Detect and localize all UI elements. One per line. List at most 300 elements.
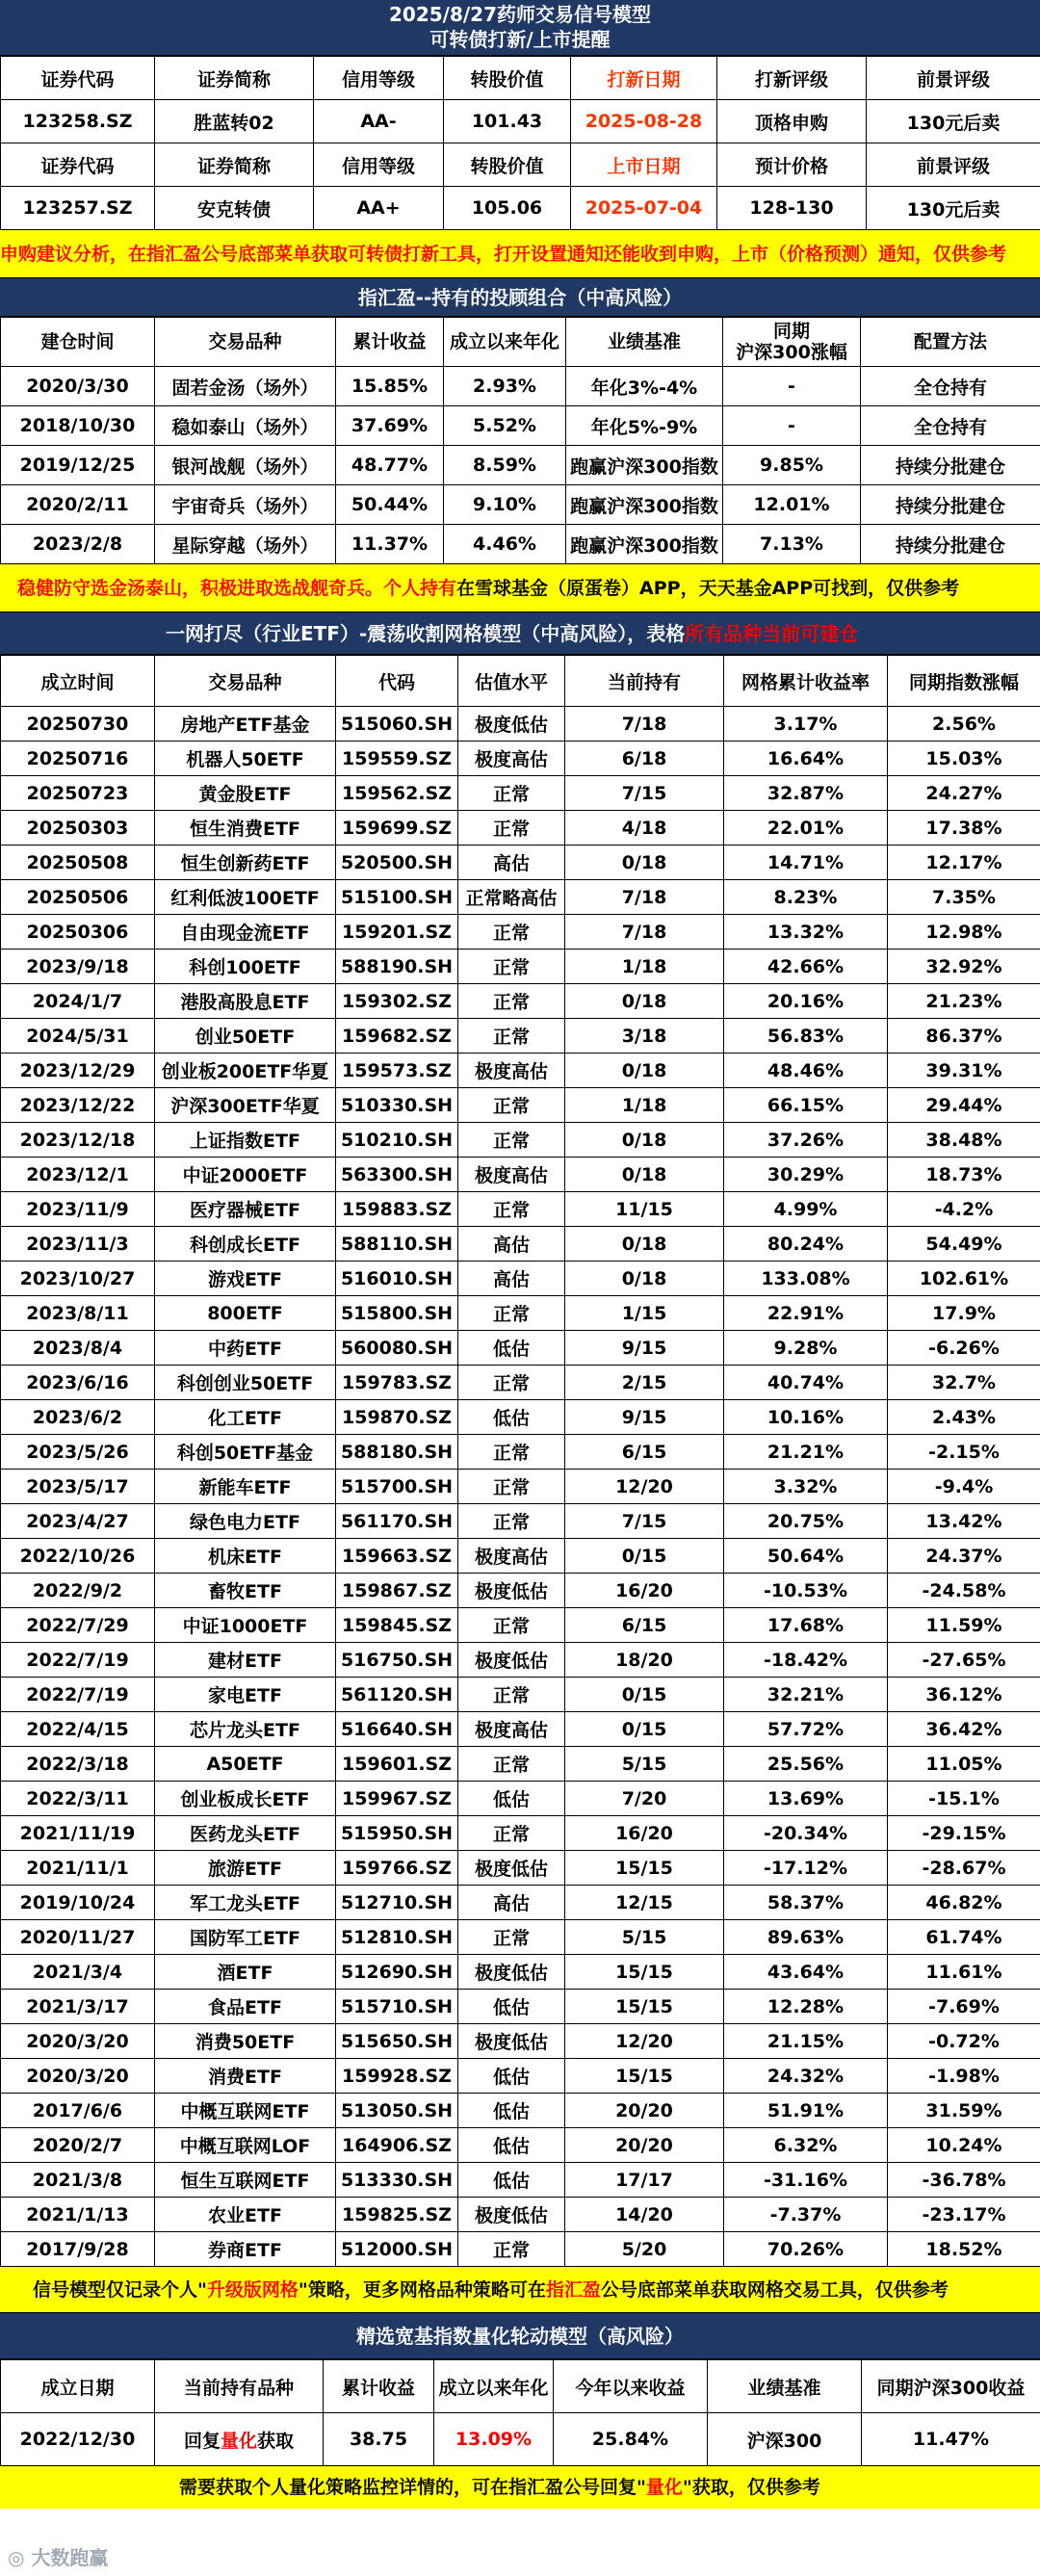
grid-cell: 5/15 — [565, 1920, 724, 1955]
grid-header-cell: 交易品种 — [155, 656, 336, 707]
bond-cell: 105.06 — [444, 187, 571, 230]
grid-row — [1, 1435, 1040, 1470]
grid-cell: 创业板200ETF华夏 — [155, 1054, 336, 1088]
portfolio-cell: 2018/10/30 — [1, 406, 155, 446]
grid-cell: 正常 — [458, 1296, 565, 1331]
grid-cell: 极度低估 — [458, 2024, 565, 2059]
grid-row — [1, 1296, 1040, 1331]
quant-header-cell: 成立以来年化 — [434, 2360, 554, 2413]
grid-cell: 2023/6/2 — [1, 1400, 155, 1435]
grid-cell: 22.01% — [724, 811, 888, 846]
grid-cell: 2022/4/15 — [1, 1712, 155, 1747]
grid-cell: 畜牧ETF — [155, 1574, 336, 1608]
quant-ytd: 25.84% — [554, 2413, 708, 2466]
portfolio-note-text: 在雪球基金（原蛋卷）APP，天天基金APP可找到，仅供参考 — [456, 578, 960, 599]
quant-header-row — [1, 2360, 1040, 2413]
grid-row — [1, 1539, 1040, 1574]
grid-cell: 消费50ETF — [155, 2024, 336, 2059]
quant-note — [0, 2466, 1040, 2509]
grid-row — [1, 1262, 1040, 1296]
grid-row — [1, 1158, 1040, 1192]
bond-cell: 证券代码 — [1, 57, 155, 100]
grid-cell: 54.49% — [888, 1227, 1040, 1262]
bond-cell: 顶格申购 — [717, 100, 867, 143]
grid-cell: -7.37% — [724, 2198, 888, 2232]
grid-row — [1, 1400, 1040, 1435]
grid-cell: 港股高股息ETF — [155, 984, 336, 1019]
grid-title — [0, 612, 1040, 655]
grid-cell: 机器人50ETF — [155, 742, 336, 776]
grid-cell: 510210.SH — [336, 1123, 458, 1158]
grid-cell: 2022/3/18 — [1, 1747, 155, 1782]
grid-cell: 17/17 — [565, 2163, 724, 2198]
grid-cell: 16/20 — [565, 1816, 724, 1851]
grid-cell: 极度低估 — [458, 1955, 565, 1990]
grid-cell: 38.48% — [888, 1123, 1040, 1158]
grid-cell: 2/15 — [565, 1366, 724, 1400]
portfolio-cell: 跑赢沪深300指数 — [566, 446, 723, 485]
grid-cell: 4/18 — [565, 811, 724, 846]
grid-cell: 2.56% — [888, 707, 1040, 742]
grid-cell: 0/15 — [565, 1539, 724, 1574]
grid-cell: 正常略高估 — [458, 880, 565, 915]
grid-table — [0, 655, 1040, 2267]
grid-cell: 正常 — [458, 1088, 565, 1123]
grid-cell: 13.32% — [724, 915, 888, 950]
quant-data-row — [1, 2413, 1040, 2466]
grid-cell: 50.64% — [724, 1539, 888, 1574]
grid-cell: 高估 — [458, 1227, 565, 1262]
grid-cell: 86.37% — [888, 1019, 1040, 1054]
grid-cell: 1/18 — [565, 1088, 724, 1123]
grid-cell: 20.16% — [724, 984, 888, 1019]
grid-cell: 低估 — [458, 1331, 565, 1366]
grid-row — [1, 811, 1040, 846]
portfolio-row — [1, 485, 1040, 525]
grid-cell: 极度高估 — [458, 1158, 565, 1192]
grid-cell: 创业板成长ETF — [155, 1782, 336, 1816]
grid-cell: 512810.SH — [336, 1920, 458, 1955]
grid-cell: 2023/5/26 — [1, 1435, 155, 1470]
grid-cell: 515100.SH — [336, 880, 458, 915]
grid-row — [1, 2128, 1040, 2163]
portfolio-header-cell: 建仓时间 — [1, 318, 155, 367]
grid-cell: 102.61% — [888, 1262, 1040, 1296]
grid-cell: 36.12% — [888, 1678, 1040, 1712]
bond-cell: AA+ — [314, 187, 444, 230]
portfolio-cell: 全仓持有 — [861, 367, 1040, 406]
portfolio-cell: 固若金汤（场外） — [155, 367, 336, 406]
grid-cell: 1/18 — [565, 950, 724, 984]
grid-cell: 军工龙头ETF — [155, 1886, 336, 1920]
grid-cell: 10.24% — [888, 2128, 1040, 2163]
grid-cell: 建材ETF — [155, 1643, 336, 1678]
grid-cell: 正常 — [458, 1747, 565, 1782]
grid-cell: 18.73% — [888, 1158, 1040, 1192]
portfolio-table — [0, 317, 1040, 564]
grid-cell: 7.35% — [888, 880, 1040, 915]
grid-cell: 2022/9/2 — [1, 1574, 155, 1608]
grid-cell: 游戏ETF — [155, 1262, 336, 1296]
grid-cell: 20250730 — [1, 707, 155, 742]
grid-header-row — [1, 656, 1040, 707]
grid-cell: 800ETF — [155, 1296, 336, 1331]
portfolio-cell: 星际穿越（场外） — [155, 525, 336, 564]
grid-note-d: 指汇盈 — [545, 2279, 601, 2301]
grid-cell: 588180.SH — [336, 1435, 458, 1470]
grid-cell: 恒生创新药ETF — [155, 846, 336, 880]
grid-header-cell: 同期指数涨幅 — [888, 656, 1040, 707]
grid-cell: 11.61% — [888, 1955, 1040, 1990]
grid-cell: -1.98% — [888, 2059, 1040, 2094]
grid-cell: 24.37% — [888, 1539, 1040, 1574]
grid-cell: 10.16% — [724, 1400, 888, 1435]
grid-cell: 20250506 — [1, 880, 155, 915]
grid-row — [1, 1088, 1040, 1123]
bond-cell: 2025-08-28 — [571, 100, 717, 143]
portfolio-note — [0, 564, 1040, 612]
grid-cell: 绿色电力ETF — [155, 1504, 336, 1539]
grid-cell: 159601.SZ — [336, 1747, 458, 1782]
grid-cell: 酒ETF — [155, 1955, 336, 1990]
grid-cell: 9/15 — [565, 1331, 724, 1366]
grid-cell: 159699.SZ — [336, 811, 458, 846]
portfolio-cell: 8.59% — [444, 446, 566, 485]
grid-cell: 159766.SZ — [336, 1851, 458, 1886]
grid-cell: 32.87% — [724, 776, 888, 811]
grid-cell: 低估 — [458, 1782, 565, 1816]
grid-cell: 正常 — [458, 915, 565, 950]
grid-cell: 0/18 — [565, 846, 724, 880]
grid-cell: -10.53% — [724, 1574, 888, 1608]
grid-row — [1, 707, 1040, 742]
grid-cell: 2023/12/29 — [1, 1054, 155, 1088]
portfolio-cell: 年化3%-4% — [566, 367, 723, 406]
grid-cell: 13.42% — [888, 1504, 1040, 1539]
grid-cell: 5/15 — [565, 1747, 724, 1782]
grid-cell: 516010.SH — [336, 1262, 458, 1296]
grid-row — [1, 2198, 1040, 2232]
grid-cell: 2023/12/1 — [1, 1158, 155, 1192]
grid-cell: 正常 — [458, 1504, 565, 1539]
grid-cell: 12/15 — [565, 1886, 724, 1920]
grid-cell: 159573.SZ — [336, 1054, 458, 1088]
quant-holding-a: 回复 — [183, 2430, 221, 2452]
grid-cell: 2021/11/1 — [1, 1851, 155, 1886]
grid-cell: 15/15 — [565, 1990, 724, 2024]
grid-row — [1, 1747, 1040, 1782]
grid-cell: 14.71% — [724, 846, 888, 880]
grid-cell: 2022/7/29 — [1, 1608, 155, 1643]
grid-cell: 14/20 — [565, 2198, 724, 2232]
grid-cell: 极度高估 — [458, 1539, 565, 1574]
grid-cell: 低估 — [458, 2059, 565, 2094]
grid-cell: 极度低估 — [458, 707, 565, 742]
grid-cell: 2023/11/3 — [1, 1227, 155, 1262]
grid-cell: -27.65% — [888, 1643, 1040, 1678]
quant-holding-b: 量化 — [220, 2430, 257, 2452]
bond-cell: 前景评级 — [867, 57, 1040, 100]
grid-cell: 自由现金流ETF — [155, 915, 336, 950]
grid-cell: 6/18 — [565, 742, 724, 776]
grid-row — [1, 1331, 1040, 1366]
grid-cell: 上证指数ETF — [155, 1123, 336, 1158]
grid-header-cell: 估值水平 — [458, 656, 565, 707]
grid-cell: -23.17% — [888, 2198, 1040, 2232]
grid-note — [0, 2267, 1040, 2313]
grid-cell: 2023/8/4 — [1, 1331, 155, 1366]
grid-cell: 极度低估 — [458, 1851, 565, 1886]
grid-row — [1, 1886, 1040, 1920]
portfolio-header-cell: 交易品种 — [155, 318, 336, 367]
grid-cell: 沪深300ETF华夏 — [155, 1088, 336, 1123]
grid-cell: -15.1% — [888, 1782, 1040, 1816]
grid-cell: 极度高估 — [458, 1054, 565, 1088]
grid-cell: 正常 — [458, 1123, 565, 1158]
grid-cell: 2017/6/6 — [1, 2094, 155, 2128]
grid-cell: 515710.SH — [336, 1990, 458, 2024]
portfolio-header-cell: 同期 沪深300涨幅 — [723, 318, 861, 367]
grid-row — [1, 1816, 1040, 1851]
bond-cell: 安克转债 — [155, 187, 314, 230]
grid-cell: 化工ETF — [155, 1400, 336, 1435]
quant-header-cell: 同期沪深300收益 — [862, 2360, 1040, 2413]
grid-row — [1, 880, 1040, 915]
grid-row — [1, 1955, 1040, 1990]
grid-cell: -0.72% — [888, 2024, 1040, 2059]
grid-cell: 159663.SZ — [336, 1539, 458, 1574]
quant-header-cell: 业绩基准 — [708, 2360, 862, 2413]
grid-cell: 2022/7/19 — [1, 1643, 155, 1678]
grid-cell: 510330.SH — [336, 1088, 458, 1123]
bond-cell: 130元后卖 — [867, 187, 1040, 230]
grid-cell: 56.83% — [724, 1019, 888, 1054]
grid-cell: -7.69% — [888, 1990, 1040, 2024]
grid-cell: 36.42% — [888, 1712, 1040, 1747]
page-title: 2025/8/27药师交易信号模型 — [388, 3, 652, 26]
grid-row — [1, 776, 1040, 811]
grid-row — [1, 2059, 1040, 2094]
grid-cell: 2023/5/17 — [1, 1470, 155, 1504]
top-banner — [0, 0, 1040, 56]
grid-cell: A50ETF — [155, 1747, 336, 1782]
grid-cell: 40.74% — [724, 1366, 888, 1400]
grid-cell: 极度高估 — [458, 742, 565, 776]
grid-cell: 机床ETF — [155, 1539, 336, 1574]
bond-table — [0, 56, 1040, 230]
quant-header-cell: 今年以来收益 — [554, 2360, 708, 2413]
quant-note-c: "获取，仅供参考 — [682, 2477, 820, 2498]
grid-row — [1, 1227, 1040, 1262]
quant-note-a: 需要获取个人量化策略监控详情的，可在指汇盈公号回复" — [179, 2477, 646, 2498]
grid-cell: -28.67% — [888, 1851, 1040, 1886]
grid-cell: 17.38% — [888, 811, 1040, 846]
grid-cell: 13.69% — [724, 1782, 888, 1816]
grid-cell: 159870.SZ — [336, 1400, 458, 1435]
grid-cell: 12/20 — [565, 2024, 724, 2059]
quant-note-b: 量化 — [645, 2477, 683, 2498]
grid-cell: 2023/9/18 — [1, 950, 155, 984]
bond-header-row — [1, 57, 1040, 100]
portfolio-header-cell: 业绩基准 — [566, 318, 723, 367]
grid-cell: 7/18 — [565, 915, 724, 950]
quant-table — [0, 2359, 1040, 2466]
watermark — [8, 2542, 108, 2570]
portfolio-cell: 持续分批建仓 — [861, 485, 1040, 525]
grid-cell: 20250723 — [1, 776, 155, 811]
portfolio-header-row — [1, 318, 1040, 367]
bond-header-row — [1, 143, 1040, 187]
portfolio-cell: 15.85% — [336, 367, 444, 406]
grid-cell: 科创100ETF — [155, 950, 336, 984]
grid-cell: 7/15 — [565, 776, 724, 811]
grid-cell: 低估 — [458, 2094, 565, 2128]
grid-cell: 正常 — [458, 1435, 565, 1470]
portfolio-title: 指汇盈--持有的投顾组合（中高风险） — [0, 278, 1040, 317]
grid-row — [1, 1574, 1040, 1608]
grid-cell: 中概互联网LOF — [155, 2128, 336, 2163]
grid-cell: 科创创业50ETF — [155, 1366, 336, 1400]
grid-cell: 15.03% — [888, 742, 1040, 776]
grid-cell: 正常 — [458, 2232, 565, 2267]
grid-cell: 58.37% — [724, 1886, 888, 1920]
bond-cell: 123258.SZ — [1, 100, 155, 143]
watermark-logo-icon: ◎ — [8, 2546, 25, 2569]
portfolio-cell: 37.69% — [336, 406, 444, 446]
grid-cell: 2023/12/18 — [1, 1123, 155, 1158]
grid-cell: 低估 — [458, 1990, 565, 2024]
grid-row — [1, 915, 1040, 950]
grid-row — [1, 2094, 1040, 2128]
grid-cell: 159559.SZ — [336, 742, 458, 776]
grid-row — [1, 1712, 1040, 1747]
grid-cell: 513330.SH — [336, 2163, 458, 2198]
grid-cell: 515800.SH — [336, 1296, 458, 1331]
bond-cell: 101.43 — [444, 100, 571, 143]
grid-cell: 6/15 — [565, 1608, 724, 1643]
bond-data-row — [1, 187, 1040, 230]
grid-cell: 12/20 — [565, 1470, 724, 1504]
grid-cell: 旅游ETF — [155, 1851, 336, 1886]
portfolio-cell: 12.01% — [723, 485, 861, 525]
grid-cell: 2020/3/20 — [1, 2059, 155, 2094]
portfolio-cell: 9.85% — [723, 446, 861, 485]
grid-cell: 4.99% — [724, 1192, 888, 1227]
quant-header-cell: 成立日期 — [1, 2360, 155, 2413]
grid-cell: 1/15 — [565, 1296, 724, 1331]
grid-cell: 医疗器械ETF — [155, 1192, 336, 1227]
grid-cell: -6.26% — [888, 1331, 1040, 1366]
grid-cell: 7/15 — [565, 1504, 724, 1539]
portfolio-cell: 2.93% — [444, 367, 566, 406]
portfolio-header-cell: 配置方法 — [861, 318, 1040, 367]
grid-cell: 18.52% — [888, 2232, 1040, 2267]
bond-table-body — [1, 57, 1040, 230]
grid-cell: 正常 — [458, 1019, 565, 1054]
grid-row — [1, 1990, 1040, 2024]
grid-cell: 2023/10/27 — [1, 1262, 155, 1296]
grid-cell: 正常 — [458, 776, 565, 811]
grid-cell: -31.16% — [724, 2163, 888, 2198]
grid-cell: -36.78% — [888, 2163, 1040, 2198]
grid-cell: 券商ETF — [155, 2232, 336, 2267]
bond-cell: 打新评级 — [717, 57, 867, 100]
grid-cell: 16.64% — [724, 742, 888, 776]
grid-cell: 32.92% — [888, 950, 1040, 984]
grid-cell: 3.32% — [724, 1470, 888, 1504]
bond-cell: 证券简称 — [155, 57, 314, 100]
grid-cell: 588190.SH — [336, 950, 458, 984]
portfolio-cell: 4.46% — [444, 525, 566, 564]
grid-cell: 11.59% — [888, 1608, 1040, 1643]
bond-cell: 预计价格 — [717, 143, 867, 187]
page-subtitle: 可转债打新/上市提醒 — [429, 28, 611, 51]
grid-header-cell: 当前持有 — [565, 656, 724, 707]
grid-cell: 563300.SH — [336, 1158, 458, 1192]
portfolio-cell: 跑赢沪深300指数 — [566, 525, 723, 564]
grid-cell: 2021/1/13 — [1, 2198, 155, 2232]
quant-header-cell: 当前持有品种 — [155, 2360, 324, 2413]
grid-note-a: 信号模型仅记录个人" — [33, 2279, 207, 2301]
bond-cell: 证券代码 — [1, 143, 155, 187]
grid-cell: 科创成长ETF — [155, 1227, 336, 1262]
grid-cell: 正常 — [458, 950, 565, 984]
grid-cell: -17.12% — [724, 1851, 888, 1886]
portfolio-cell: 持续分批建仓 — [861, 525, 1040, 564]
portfolio-cell: 银河战舰（场外） — [155, 446, 336, 485]
grid-cell: -29.15% — [888, 1816, 1040, 1851]
grid-note-b: 升级版网格 — [206, 2279, 299, 2301]
grid-cell: 7/20 — [565, 1782, 724, 1816]
quant-title: 精选宽基指数量化轮动模型（高风险） — [0, 2313, 1040, 2359]
grid-cell: 164906.SZ — [336, 2128, 458, 2163]
grid-cell: 正常 — [458, 1816, 565, 1851]
grid-header-cell: 网格累计收益率 — [724, 656, 888, 707]
grid-cell: 房地产ETF基金 — [155, 707, 336, 742]
portfolio-cell: 宇宙奇兵（场外） — [155, 485, 336, 525]
grid-cell: 51.91% — [724, 2094, 888, 2128]
grid-cell: 515700.SH — [336, 1470, 458, 1504]
grid-cell: 159867.SZ — [336, 1574, 458, 1608]
grid-row — [1, 1782, 1040, 1816]
grid-cell: 0/18 — [565, 1158, 724, 1192]
quant-date: 2022/12/30 — [1, 2413, 155, 2466]
grid-row — [1, 1608, 1040, 1643]
grid-row — [1, 2024, 1040, 2059]
bond-cell: 打新日期 — [571, 57, 717, 100]
portfolio-note-highlight: 稳健防守选金汤泰山，积极进取选战舰奇兵。个人持有 — [17, 578, 457, 599]
grid-cell: 正常 — [458, 984, 565, 1019]
grid-cell: 2020/11/27 — [1, 1920, 155, 1955]
grid-cell: 588110.SH — [336, 1227, 458, 1262]
grid-cell: 20250306 — [1, 915, 155, 950]
grid-cell: 科创50ETF基金 — [155, 1435, 336, 1470]
grid-cell: 红利低波100ETF — [155, 880, 336, 915]
grid-cell: 560080.SH — [336, 1331, 458, 1366]
bond-cell: AA- — [314, 100, 444, 143]
grid-cell: 133.08% — [724, 1262, 888, 1296]
bond-cell: 128-130 — [717, 187, 867, 230]
grid-row — [1, 1192, 1040, 1227]
portfolio-row — [1, 406, 1040, 446]
bond-cell: 信用等级 — [314, 143, 444, 187]
grid-cell: 2023/6/16 — [1, 1366, 155, 1400]
grid-cell: 医药龙头ETF — [155, 1816, 336, 1851]
grid-cell: 中证1000ETF — [155, 1608, 336, 1643]
quant-bench: 沪深300 — [708, 2413, 862, 2466]
grid-cell: 2023/8/11 — [1, 1296, 155, 1331]
grid-cell: 2022/7/19 — [1, 1678, 155, 1712]
